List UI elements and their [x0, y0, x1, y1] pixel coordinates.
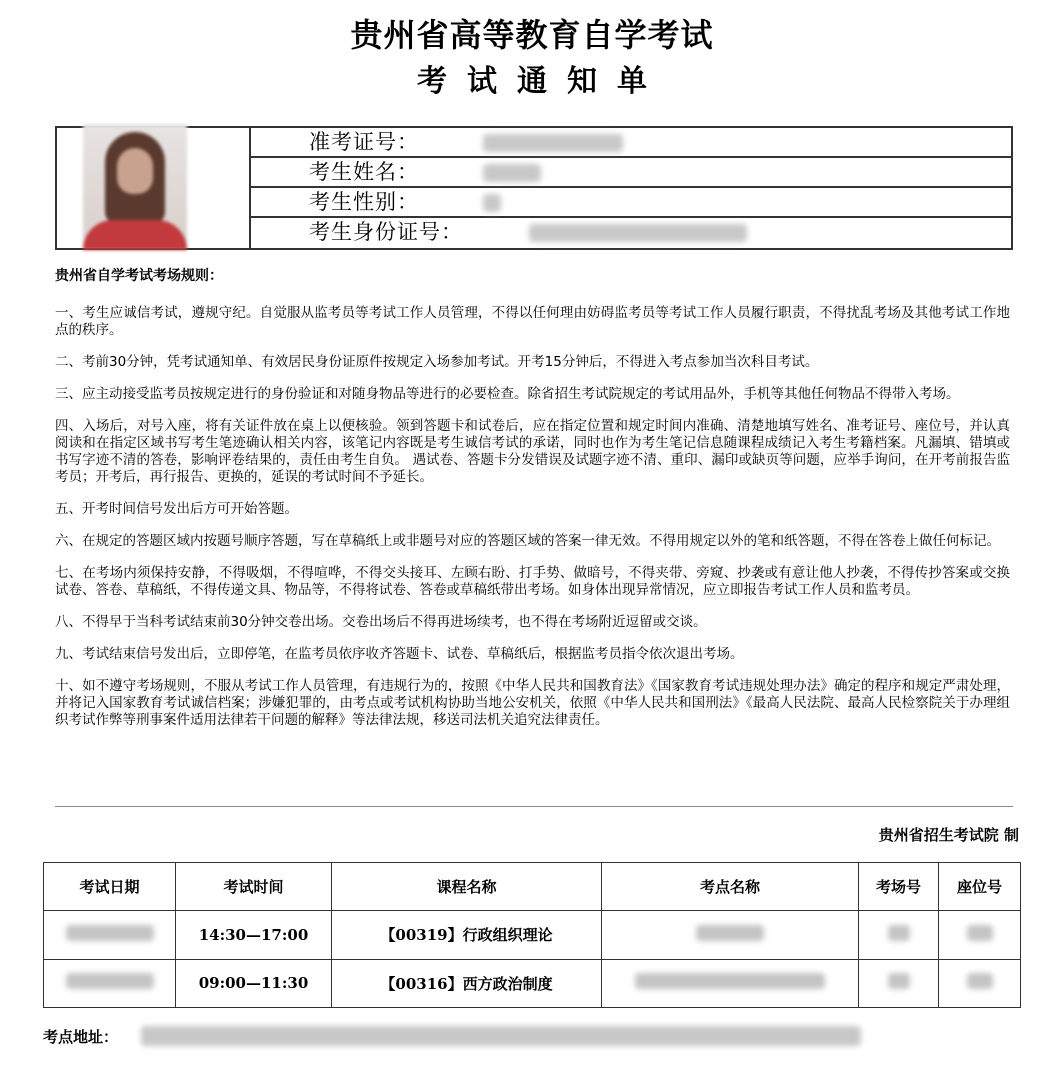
redacted-value	[635, 973, 825, 989]
table-row	[44, 959, 1021, 1007]
rule-item: 六、在规定的答题区域内按题号顺序答题，写在草稿纸上或非题号对应的答题区域的答案一律无效。不得用规定以外的笔和纸答题，不得在答卷上做任何标记。	[55, 533, 1000, 549]
field-label: 考生性别：	[309, 190, 419, 214]
issuer-signature: 贵州省招生考试院 制	[878, 826, 1019, 844]
rule-item: 三、应主动接受监考员按规定进行的身份验证和对随身物品等进行的必要检查。除省招生考试院规定的考试用品外，手机等其他任何物品不得带入考场。	[55, 386, 960, 402]
redacted-value	[696, 925, 764, 941]
header-exam-time: 考试时间	[176, 863, 332, 911]
exam-date-cell	[44, 911, 176, 959]
venue-name-cell	[602, 911, 859, 959]
rules-heading: 贵州省自学考试考场规则：	[55, 268, 223, 284]
seat-number-cell	[939, 911, 1021, 959]
redacted-value	[529, 224, 747, 242]
rule-item: 五、开考时间信号发出后方可开始答题。	[55, 501, 298, 517]
rule-item: 九、考试结束信号发出后，立即停笔，在监考员依序收齐答题卡、试卷、草稿纸后，根据监考员指令依次退出考场。	[55, 646, 744, 662]
document-title: 贵州省高等教育自学考试	[350, 16, 714, 54]
exam-time-cell: 14:30—17:00	[176, 911, 332, 959]
divider	[55, 806, 1013, 807]
exam-date-cell	[44, 959, 176, 1007]
rule-item: 二、考前30分钟，凭考试通知单、有效居民身份证原件按规定入场参加考试。开考15分钟后，不得进入考点参加当次科目考试。	[55, 354, 819, 370]
room-number-cell	[859, 911, 939, 959]
exam-time-cell: 09:00—11:30	[176, 959, 332, 1007]
redacted-value	[888, 925, 910, 941]
header-venue-name: 考点名称	[602, 863, 859, 911]
table-row	[44, 911, 1021, 959]
room-number-cell	[859, 959, 939, 1007]
field-name	[251, 158, 1011, 188]
redacted-value	[66, 925, 154, 941]
header-exam-date: 考试日期	[44, 863, 176, 911]
header-course-name: 课程名称	[332, 863, 602, 911]
redacted-value	[967, 925, 993, 941]
redacted-value	[483, 194, 501, 212]
field-id-number	[251, 218, 1011, 248]
photo-cell	[57, 128, 251, 248]
field-label: 考生姓名：	[309, 160, 419, 184]
header-room-number: 考场号	[859, 863, 939, 911]
redacted-value	[888, 973, 910, 989]
address-label: 考点地址：	[43, 1028, 119, 1046]
seat-number-cell	[939, 959, 1021, 1007]
document-subtitle: 考试通知单	[417, 64, 667, 99]
candidate-fields	[251, 128, 1011, 248]
table-header-row	[44, 863, 1021, 911]
redacted-value	[483, 134, 623, 152]
exam-rules	[55, 268, 1010, 744]
field-label: 准考证号：	[309, 130, 419, 154]
rule-item: 一、考生应诚信考试，遵规守纪。自觉服从监考员等考试工作人员管理，不得以任何理由妨碍监考员等考试工作人员履行职责，不得扰乱考场及其他考试工作地点的秩序。	[55, 305, 1010, 338]
redacted-value	[483, 164, 541, 182]
course-name-cell: 【00319】行政组织理论	[332, 911, 602, 959]
field-admission-number	[251, 128, 1011, 158]
rule-item: 十、如不遵守考场规则，不服从考试工作人员管理，有违规行为的，按照《中华人民共和国教育法》《国家教育考试违规处理办法》确定的程序和规定严肃处理，并将记入国家教育考试诚信档案；涉嫌犯罪的，由考点或考试机构协助当地公安机关，依照《中华人民共和国刑法》《最高人民法院、最高人民检察院关于办理组织考试作弊等刑事案件适用法律若干问题的解释》等法律法规，移送司法机关追究法律责任。	[55, 678, 1010, 728]
redacted-address	[141, 1026, 861, 1046]
rule-item: 七、在考场内须保持安静，不得吸烟，不得喧哗，不得交头接耳、左顾右盼、打手势、做暗号，不得夹带、旁窥、抄袭或有意让他人抄袭，不得传抄答案或交换试卷、答卷、草稿纸，不得传递文具、物品等，不得将试卷、答卷或草稿纸带出考场。如身体出现异常情况，应立即报告考试工作人员和监考员。	[55, 565, 1010, 598]
venue-name-cell	[602, 959, 859, 1007]
field-label: 考生身份证号：	[309, 220, 463, 244]
rule-item: 八、不得早于当科考试结束前30分钟交卷出场。交卷出场后不得再进场续考，也不得在考场附近逗留或交谈。	[55, 614, 707, 630]
exam-schedule-table	[43, 862, 1021, 1008]
field-gender	[251, 188, 1011, 218]
redacted-value	[66, 973, 154, 989]
redacted-value	[967, 973, 993, 989]
candidate-info-box	[55, 126, 1013, 250]
rule-item: 四、入场后，对号入座，将有关证件放在桌上以便核验。领到答题卡和试卷后，应在指定位置和规定时间内准确、清楚地填写姓名、准考证号、座位号，并认真阅读和在指定区域书写考生笔迹确认相关内容，该笔记内容既是考生诚信考试的承诺，同时也作为考生笔记信息随课程成绩记入考生考籍档案。凡漏填、错填或书写字迹不清的答卷，影响评卷结果的，责任由考生自负。 遇试卷、答题卡分发错误及试题字迹不清、重印、漏印或缺页等问题，应举手询问，在开考前报告监考员；开考后，再行报告、更换的，延误的考试时间不予延长。	[55, 418, 1010, 485]
course-name-cell: 【00316】西方政治制度	[332, 959, 602, 1007]
header-seat-number: 座位号	[939, 863, 1021, 911]
venue-address	[43, 1022, 1053, 1052]
candidate-photo	[83, 124, 187, 250]
